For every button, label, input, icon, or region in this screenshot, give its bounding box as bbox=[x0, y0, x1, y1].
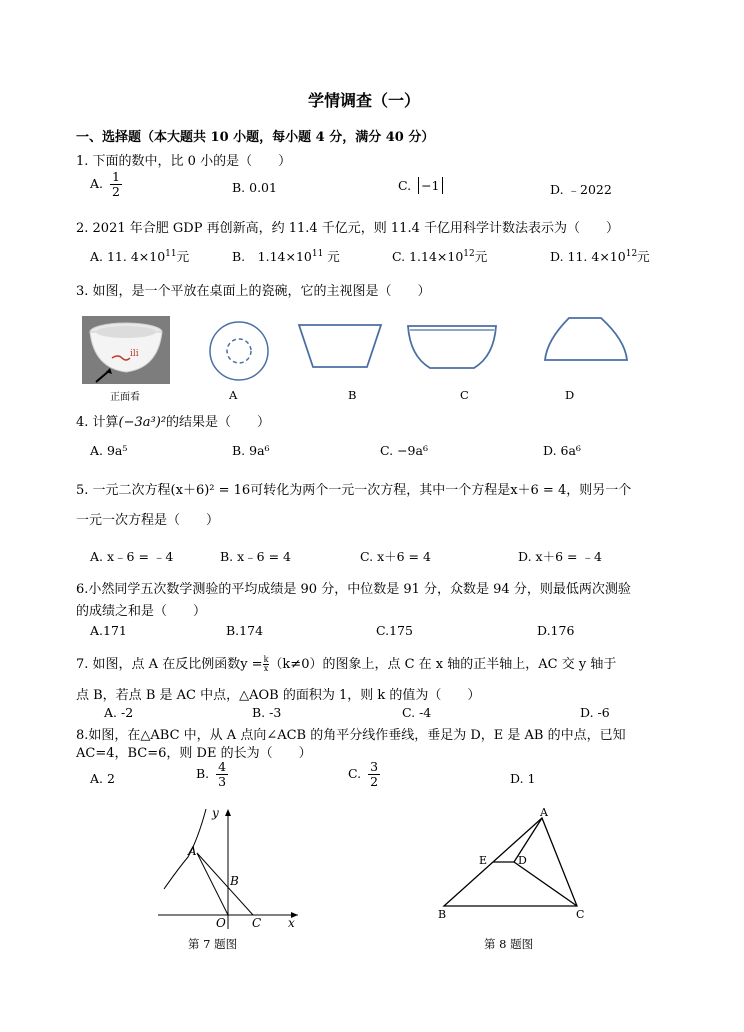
fig7-b-label: B bbox=[230, 874, 239, 888]
q3-label-d: D bbox=[565, 388, 575, 402]
figure-7-diagram bbox=[150, 805, 310, 933]
fig8-c-label: C bbox=[576, 908, 585, 921]
fig7-y-label: y bbox=[212, 806, 219, 820]
q2-a-base: A. 11. 4×10 bbox=[90, 249, 166, 264]
q1-option-a bbox=[90, 170, 122, 199]
q2-b-base: B. 1.14×10 bbox=[232, 249, 312, 264]
figure-8-caption: 第 8 题图 bbox=[484, 937, 534, 951]
q5-option-c: C. x＋6 = 4 bbox=[360, 549, 431, 564]
q5-option-b: B. x﹣6 = 4 bbox=[220, 549, 292, 564]
page-title: 学情调查（一） bbox=[308, 91, 421, 110]
q1-a-fraction bbox=[110, 170, 122, 199]
figure-7-caption: 第 7 题图 bbox=[188, 937, 238, 951]
q7-stem-line2: 点 B，若点 B 是 AC 中点，△AOB 的面积为 1，则 k 的值为（ ） bbox=[76, 688, 481, 703]
q6-option-d: D.176 bbox=[537, 623, 575, 638]
q8-b-label: B. bbox=[196, 765, 210, 781]
q1-a-numerator: 1 bbox=[112, 169, 120, 184]
q3-label-a: A bbox=[229, 388, 238, 402]
q8-stem-line2: AC=4，BC=6，则 DE 的长为（ ） bbox=[76, 746, 312, 761]
q4-stem bbox=[76, 411, 270, 430]
q3-option-b-diagram bbox=[297, 322, 383, 370]
q8-b-numerator: 4 bbox=[218, 759, 227, 774]
q2-c-unit: 元 bbox=[474, 249, 488, 264]
q3-option-c-diagram bbox=[406, 322, 498, 372]
q2-option-c bbox=[392, 247, 487, 265]
q8-stem-line1: 8.如图，在△ABC 中，从 A 点向∠ACB 的角平分线作垂线，垂足为 D，E 是 AB 的中点，已知 bbox=[76, 728, 626, 743]
q7-k-numerator: k bbox=[263, 655, 269, 664]
q8-c-fraction bbox=[368, 760, 380, 789]
q2-stem: 2. 2021 年合肥 GDP 再创新高，约 11.4 千亿元，则 11.4 千亿用科学计数法表示为（ ） bbox=[76, 221, 619, 236]
q7-option-c: C. -4 bbox=[402, 705, 432, 720]
q1-stem: 1. 下面的数中，比 0 小的是（ ） bbox=[76, 154, 292, 169]
fig8-d-label: D bbox=[518, 854, 527, 867]
q1-option-d: D. ﹣2022 bbox=[550, 182, 612, 197]
q7-k-denominator: x bbox=[263, 664, 269, 673]
q2-option-a bbox=[90, 247, 189, 265]
photo-caption: 正面看 bbox=[110, 392, 140, 403]
q8-option-b bbox=[196, 760, 228, 789]
q5-stem-line1: 5. 一元二次方程(x＋6)² = 16可转化为两个一元一次方程，其中一个方程是x＋6 = 4，则另一个 bbox=[76, 483, 632, 498]
q2-d-unit: 元 bbox=[637, 249, 650, 264]
q4-option-d: D. 6a⁶ bbox=[543, 443, 581, 458]
q8-c-label: C. bbox=[348, 765, 362, 781]
q2-option-d bbox=[550, 247, 650, 265]
bowl-decoration-text: ili bbox=[130, 349, 139, 359]
q2-option-b bbox=[232, 247, 340, 265]
q7-stem-line1 bbox=[76, 653, 616, 673]
q6-option-b: B.174 bbox=[226, 623, 264, 638]
q6-option-a: A.171 bbox=[90, 623, 127, 638]
bowl-photo bbox=[82, 316, 170, 384]
q8-option-c bbox=[348, 760, 380, 789]
fig8-e-label: E bbox=[479, 854, 488, 867]
q7-stem-suffix: （k≠0）的图象上，点 C 在 x 轴的正半轴上，AC 交 y 轴于 bbox=[269, 657, 617, 672]
q1-option-c bbox=[398, 178, 443, 193]
q1-option-b: B. 0.01 bbox=[232, 180, 277, 195]
q2-b-unit: 元 bbox=[323, 249, 340, 264]
q3-option-d-diagram bbox=[541, 314, 631, 362]
q4-option-b: B. 9a⁶ bbox=[232, 443, 270, 458]
q4-stem-prefix: 4. 计算 bbox=[76, 415, 119, 430]
q4-option-a: A. 9a⁵ bbox=[90, 443, 128, 458]
fig7-o-label: O bbox=[216, 916, 226, 930]
q2-a-exp: 11 bbox=[165, 248, 177, 259]
q2-c-exp: 12 bbox=[463, 248, 475, 259]
fig8-a-label: A bbox=[540, 806, 548, 819]
q4-stem-suffix: 的结果是（ ） bbox=[166, 415, 271, 430]
bowl-photo-image bbox=[82, 316, 170, 384]
q5-option-d: D. x＋6 = ﹣4 bbox=[518, 549, 602, 564]
fig7-a-label: A bbox=[188, 844, 197, 858]
q2-d-base: D. 11. 4×10 bbox=[550, 249, 626, 264]
q2-b-exp: 11 bbox=[311, 248, 324, 259]
q1-c-absolute: −1 bbox=[418, 177, 442, 194]
q1-a-label: A. bbox=[90, 175, 104, 191]
q6-stem-line1: 6.小然同学五次数学测验的平均成绩是 90 分，中位数是 91 分，众数是 94 分，则最低两次测验 bbox=[76, 582, 631, 597]
q3-stem: 3. 如图，是一个平放在桌面上的瓷碗，它的主视图是（ ） bbox=[76, 284, 431, 299]
q2-d-exp: 12 bbox=[625, 248, 638, 259]
q7-option-a: A. -2 bbox=[104, 705, 134, 720]
q6-stem-line2: 的成绩之和是（ ） bbox=[76, 604, 207, 619]
q8-c-denominator: 2 bbox=[370, 773, 379, 789]
section-heading: 一、选择题（本大题共 10 小题，每小题 4 分，满分 40 分） bbox=[76, 130, 435, 145]
q8-b-fraction bbox=[216, 760, 228, 789]
q3-label-b: B bbox=[348, 388, 357, 402]
q5-stem-line2: 一元一次方程是（ ） bbox=[76, 513, 220, 528]
fig7-c-label: C bbox=[252, 916, 262, 930]
q8-option-d: D. 1 bbox=[510, 771, 536, 786]
q4-expression: (−3a³)² bbox=[118, 415, 167, 430]
q7-option-b: B. -3 bbox=[252, 705, 282, 720]
q2-c-base: C. 1.14×10 bbox=[392, 249, 464, 264]
q4-option-c: C. −9a⁶ bbox=[380, 443, 428, 458]
q2-a-unit: 元 bbox=[176, 249, 190, 264]
fig7-x-label: x bbox=[288, 916, 295, 930]
q6-option-c: C.175 bbox=[376, 623, 413, 638]
q8-c-numerator: 3 bbox=[370, 759, 379, 774]
q1-c-label: C. bbox=[398, 178, 412, 193]
fig8-b-label: B bbox=[438, 908, 447, 921]
q3-label-c: C bbox=[460, 388, 469, 402]
q3-option-a-diagram bbox=[205, 320, 275, 382]
q1-a-denominator: 2 bbox=[112, 183, 120, 199]
figure-8-diagram bbox=[432, 806, 592, 924]
q7-option-d: D. -6 bbox=[580, 705, 610, 720]
q8-b-denominator: 3 bbox=[218, 773, 227, 789]
q8-option-a: A. 2 bbox=[90, 771, 115, 786]
q7-stem-prefix: 7. 如图，点 A 在反比例函数y = bbox=[76, 657, 263, 672]
q5-option-a: A. x﹣6 = ﹣4 bbox=[90, 549, 174, 564]
